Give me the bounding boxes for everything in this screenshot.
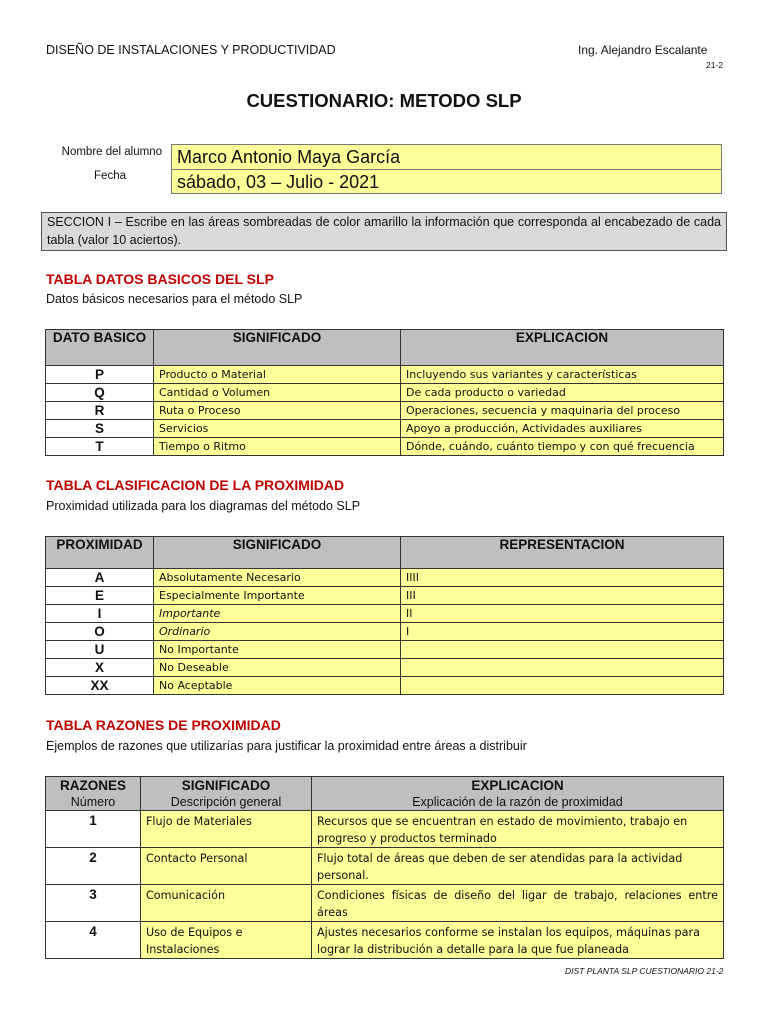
table2-title: TABLA CLASIFICACION DE LA PROXIMIDAD [46, 477, 345, 493]
reason-number-cell: 4 [46, 922, 141, 959]
table2-subtitle: Proximidad utilizada para los diagramas del método SLP [46, 499, 361, 513]
table-row [46, 402, 724, 420]
explanation-cell[interactable]: Condiciones físicas de diseño del ligar de trabajo, relaciones entre áreas [312, 885, 724, 922]
date-field[interactable]: sábado, 03 – Julio - 2021 [171, 169, 722, 194]
table-row [46, 677, 724, 695]
basic-data-table [45, 329, 724, 456]
data-key-cell: R [46, 402, 154, 420]
proximity-key-cell: O [46, 623, 154, 641]
meaning-cell[interactable]: Importante [154, 605, 401, 623]
reason-number-cell: 2 [46, 848, 141, 885]
table-row [46, 848, 724, 885]
data-key-cell: P [46, 366, 154, 384]
meaning-cell[interactable]: Servicios [154, 420, 401, 438]
column-header [312, 777, 724, 811]
table-row [46, 659, 724, 677]
representation-cell[interactable] [401, 677, 724, 695]
column-header: SIGNIFICADO [154, 330, 401, 366]
explanation-cell[interactable]: Apoyo a producción, Actividades auxiliares [401, 420, 724, 438]
explanation-cell[interactable]: Operaciones, secuencia y maquinaria del proceso [401, 402, 724, 420]
meaning-cell[interactable]: Contacto Personal [141, 848, 312, 885]
proximity-key-cell: X [46, 659, 154, 677]
table-row [46, 641, 724, 659]
meaning-cell[interactable]: Comunicación [141, 885, 312, 922]
page-title: CUESTIONARIO: METODO SLP [246, 90, 522, 111]
column-header-title: EXPLICACION [471, 778, 564, 793]
table-row [46, 605, 724, 623]
column-header-subtitle: Explicación de la razón de proximidad [412, 795, 623, 809]
student-name-label: Nombre del alumno [61, 146, 162, 158]
column-header-subtitle: Número [70, 795, 116, 809]
meaning-cell[interactable]: No Deseable [154, 659, 401, 677]
table-row [46, 623, 724, 641]
column-header-title: SIGNIFICADO [181, 778, 271, 793]
column-header: DATO BASICO [46, 330, 154, 366]
data-key-cell: Q [46, 384, 154, 402]
table-row [46, 438, 724, 456]
representation-cell[interactable]: II [401, 605, 724, 623]
table-row [46, 811, 724, 848]
explanation-cell[interactable]: Incluyendo sus variantes y características [401, 366, 724, 384]
date-label: Fecha [94, 170, 126, 182]
representation-cell[interactable]: IIII [401, 569, 724, 587]
proximity-key-cell: U [46, 641, 154, 659]
meaning-cell[interactable]: Absolutamente Necesario [154, 569, 401, 587]
representation-cell[interactable]: I [401, 623, 724, 641]
table-row [46, 420, 724, 438]
column-header: PROXIMIDAD [46, 537, 154, 569]
column-header [46, 777, 141, 811]
representation-cell[interactable] [401, 641, 724, 659]
proximity-table [45, 536, 724, 695]
proximity-key-cell: XX [46, 677, 154, 695]
document-header-course: DISEÑO DE INSTALACIONES Y PRODUCTIVIDAD [46, 43, 336, 57]
table1-title: TABLA DATOS BASICOS DEL SLP [46, 271, 274, 287]
meaning-cell[interactable]: Ruta o Proceso [154, 402, 401, 420]
table-row [46, 587, 724, 605]
reason-number-cell: 3 [46, 885, 141, 922]
meaning-cell[interactable]: Producto o Material [154, 366, 401, 384]
reason-number-cell: 1 [46, 811, 141, 848]
proximity-key-cell: E [46, 587, 154, 605]
meaning-cell[interactable]: Tiempo o Ritmo [154, 438, 401, 456]
table1-subtitle: Datos básicos necesarios para el método SLP [46, 292, 303, 306]
table3-subtitle: Ejemplos de razones que utilizarías para justificar la proximidad entre áreas a distribuir [46, 739, 527, 753]
table-row [46, 922, 724, 959]
representation-cell[interactable] [401, 659, 724, 677]
student-name-field[interactable]: Marco Antonio Maya García [171, 144, 722, 170]
representation-cell[interactable]: III [401, 587, 724, 605]
document-header-author: Ing. Alejandro Escalante [578, 43, 708, 57]
document-header-code: 21-2 [706, 60, 724, 70]
column-header [141, 777, 312, 811]
explanation-cell[interactable]: Dónde, cuándo, cuánto tiempo y con qué frecuencia [401, 438, 724, 456]
meaning-cell[interactable]: Ordinario [154, 623, 401, 641]
data-key-cell: S [46, 420, 154, 438]
column-header: REPRESENTACION [401, 537, 724, 569]
proximity-reasons-table [45, 776, 724, 959]
meaning-cell[interactable]: Especialmente Importante [154, 587, 401, 605]
proximity-key-cell: A [46, 569, 154, 587]
explanation-cell[interactable]: Ajustes necesarios conforme se instalan los equipos, máquinas para lograr la distribución a detalle para la que fue planeada [312, 922, 724, 959]
column-header: EXPLICACION [401, 330, 724, 366]
meaning-cell[interactable]: Uso de Equipos e Instalaciones [141, 922, 312, 959]
meaning-cell[interactable]: Flujo de Materiales [141, 811, 312, 848]
column-header-subtitle: Descripción general [170, 795, 282, 809]
explanation-cell[interactable]: Flujo total de áreas que deben de ser atendidas para la actividad personal. [312, 848, 724, 885]
explanation-cell[interactable]: De cada producto o variedad [401, 384, 724, 402]
meaning-cell[interactable]: Cantidad o Volumen [154, 384, 401, 402]
proximity-key-cell: I [46, 605, 154, 623]
table3-title: TABLA RAZONES DE PROXIMIDAD [46, 717, 281, 733]
table-row [46, 885, 724, 922]
table-row [46, 384, 724, 402]
table-row [46, 569, 724, 587]
table-row [46, 366, 724, 384]
meaning-cell[interactable]: No Aceptable [154, 677, 401, 695]
column-header: SIGNIFICADO [154, 537, 401, 569]
document-footer: DIST PLANTA SLP CUESTIONARIO 21-2 [565, 966, 724, 976]
meaning-cell[interactable]: No Importante [154, 641, 401, 659]
section-instructions: SECCION I – Escribe en las áreas sombreadas de color amarillo la información que corresponda al encabezado de cada tabla (valor 10 aciertos). [41, 212, 727, 251]
column-header-title: RAZONES [59, 778, 126, 793]
data-key-cell: T [46, 438, 154, 456]
explanation-cell[interactable]: Recursos que se encuentran en estado de movimiento, trabajo en progreso y productos terminado [312, 811, 724, 848]
